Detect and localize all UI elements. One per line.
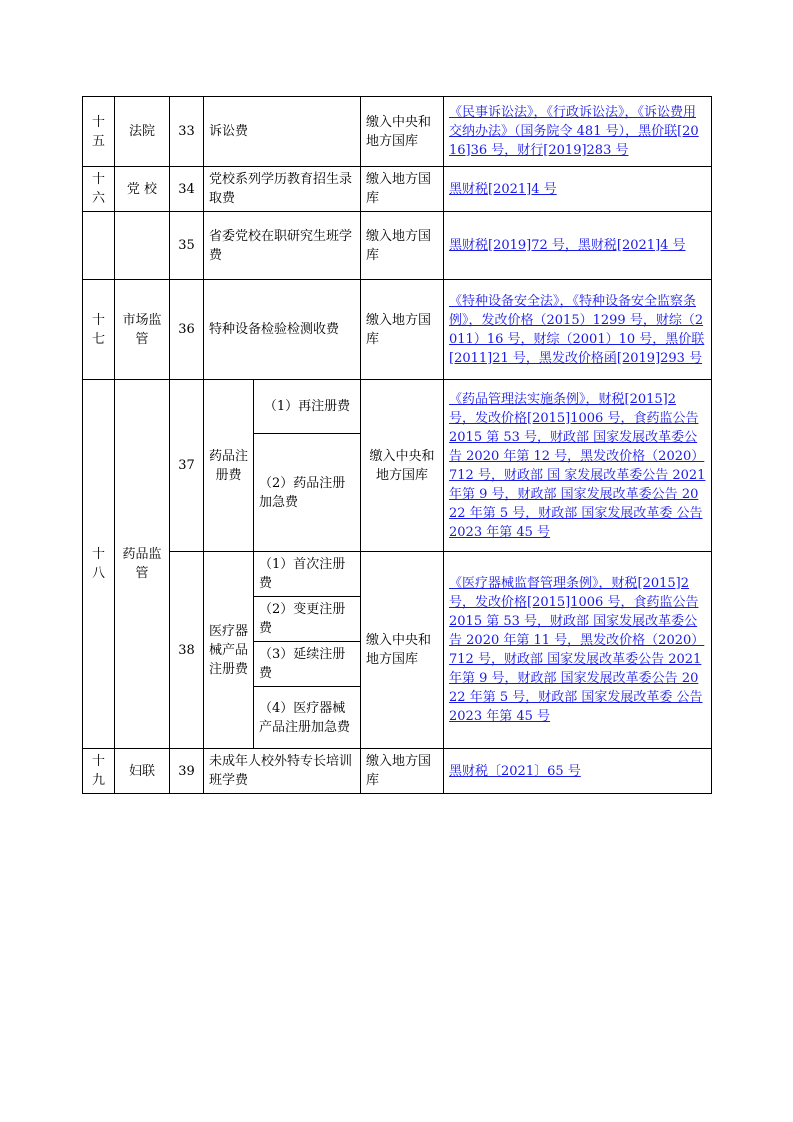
- fee-table: [82, 96, 712, 794]
- category-number: 十五: [83, 97, 115, 167]
- legal-basis-link[interactable]: 《特种设备安全法》，《特种设备安全监察条例》，发改价格（2015）1299 号，财综（2011）16 号，财综（2001）10 号，黑价联[2011]21 号，黑发改价格函[2019]293 号: [449, 293, 705, 366]
- category-number: 十六: [83, 167, 115, 212]
- treasury-cell: 缴入地方国库: [361, 212, 444, 280]
- legal-basis-link[interactable]: 黑财税[2021]4 号: [449, 181, 557, 197]
- legal-basis-cell[interactable]: [444, 749, 712, 794]
- category-number: 十九: [83, 749, 115, 794]
- legal-basis-link[interactable]: 黑财税〔2021〕65 号: [449, 763, 581, 779]
- fee-name: 药品注册费: [204, 380, 254, 552]
- department-cell: 法院: [115, 97, 170, 167]
- fee-name: 党校系列学历教育招生录取费: [204, 167, 361, 212]
- department-cell: 药品监管: [115, 380, 170, 749]
- table-row: [83, 167, 712, 212]
- sub-fee-name: （2）药品注册加急费: [254, 434, 361, 552]
- treasury-cell: 缴入中央和地方国库: [361, 380, 444, 552]
- item-number: 37: [170, 380, 204, 552]
- category-number: 十七: [83, 280, 115, 380]
- legal-basis-cell[interactable]: [444, 280, 712, 380]
- table-row: [83, 552, 712, 597]
- table-row: [83, 749, 712, 794]
- item-number: 36: [170, 280, 204, 380]
- legal-basis-cell[interactable]: [444, 167, 712, 212]
- item-number: 38: [170, 552, 204, 749]
- department-cell: [115, 212, 170, 280]
- table-row: [83, 212, 712, 280]
- category-number: 十八: [83, 380, 115, 749]
- fee-name: 特种设备检验检测收费: [204, 280, 361, 380]
- category-number: [83, 212, 115, 280]
- sub-fee-name: （2）变更注册费: [254, 597, 361, 642]
- legal-basis-cell[interactable]: [444, 380, 712, 552]
- table-row: [83, 280, 712, 380]
- item-number: 34: [170, 167, 204, 212]
- department-cell: 妇联: [115, 749, 170, 794]
- item-number: 39: [170, 749, 204, 794]
- table-row: [83, 380, 712, 434]
- legal-basis-link[interactable]: 《医疗器械监督管理条例》，财税[2015]2 号，发改价格[2015]1006 号，食药监公告 2015 第 53 号，财政部 国家发展改革委公告 2020 年第 11 号，黑发改价格（2020）712 号，财政部 国家发展改革委公告 2021 年第 9 号，财政部 国家发展改革委公告 2022 年第 5 号，财政部 国家发展改革委 公告 2023 年第 45 号: [449, 576, 705, 724]
- sub-fee-name: （4）医疗器械产品注册加急费: [254, 687, 361, 749]
- legal-basis-cell[interactable]: [444, 552, 712, 749]
- legal-basis-link[interactable]: 《民事诉讼法》，《行政诉讼法》，《诉讼费用交纳办法》（国务院令 481 号），黑价联[2016]36 号，财行[2019]283 号: [449, 105, 699, 158]
- item-number: 33: [170, 97, 204, 167]
- fee-name: 医疗器械产品注册费: [204, 552, 254, 749]
- table-row: [83, 97, 712, 167]
- department-cell: 党 校: [115, 167, 170, 212]
- sub-fee-name: （3）延续注册费: [254, 642, 361, 687]
- treasury-cell: 缴入中央和地方国库: [361, 97, 444, 167]
- legal-basis-link[interactable]: 黑财税[2019]72 号，黑财税[2021]4 号: [449, 238, 686, 253]
- treasury-cell: 缴入地方国库: [361, 167, 444, 212]
- legal-basis-cell[interactable]: [444, 212, 712, 280]
- treasury-cell: 缴入中央和地方国库: [361, 552, 444, 749]
- fee-name: 诉讼费: [204, 97, 361, 167]
- fee-name: 未成年人校外特专长培训班学费: [204, 749, 361, 794]
- department-cell: 市场监管: [115, 280, 170, 380]
- legal-basis-cell[interactable]: [444, 97, 712, 167]
- treasury-cell: 缴入地方国库: [361, 749, 444, 794]
- fee-name: 省委党校在职研究生班学费: [204, 212, 361, 280]
- sub-fee-name: （1）再注册费: [254, 380, 361, 434]
- legal-basis-link[interactable]: 《药品管理法实施条例》，财税[2015]2 号，发改价格[2015]1006 号，食药监公告 2015 第 53 号，财政部 国家发展改革委公告 2020 年第 12 号，黑发改价格（2020）712 号，财政部 国 家发展改革委公告 2021 年第 9 号，财政部 国家发展改革委公告 2022 年第 5 号，财政部 国家发展改革委 公告 2023 年第 45 号: [449, 391, 706, 540]
- sub-fee-name: （1）首次注册费: [254, 552, 361, 597]
- treasury-cell: 缴入地方国库: [361, 280, 444, 380]
- item-number: 35: [170, 212, 204, 280]
